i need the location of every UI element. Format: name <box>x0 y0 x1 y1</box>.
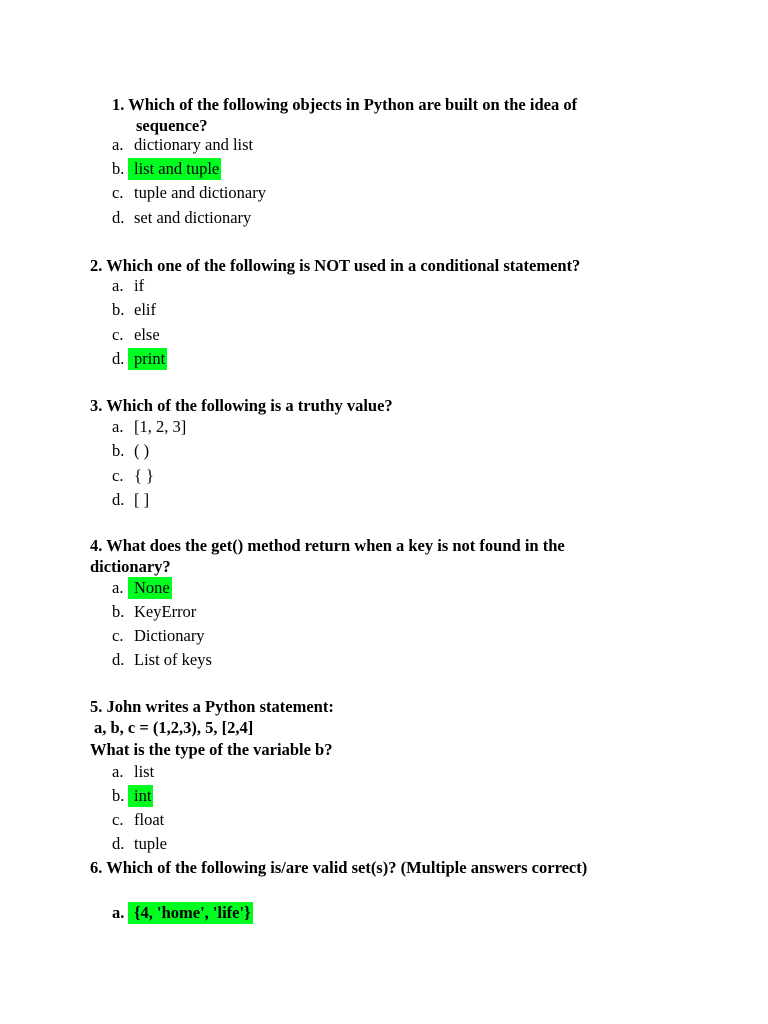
question-1-option-c <box>112 182 266 204</box>
question-4-option-a <box>112 577 172 599</box>
option-letter: a. <box>112 903 125 922</box>
option-letter: d. <box>112 349 125 368</box>
question-2-option-d <box>112 348 167 370</box>
option-text-highlighted: {4, 'home', 'life'} <box>128 902 253 924</box>
question-4-text: 4. What does the get() method return when a key is not found in the <box>90 536 565 555</box>
option-letter: d. <box>112 650 125 669</box>
option-letter: d. <box>112 490 125 509</box>
option-letter: a. <box>112 135 124 154</box>
option-text: ( ) <box>134 441 150 460</box>
option-text: tuple <box>134 834 167 853</box>
question-1-option-a <box>112 134 253 156</box>
option-letter: a. <box>112 276 124 295</box>
option-text-highlighted: list and tuple <box>128 158 221 180</box>
option-text: dictionary and list <box>134 135 254 154</box>
question-3-text: 3. Which of the following is a truthy value? <box>90 396 393 415</box>
question-4-text-continued: dictionary? <box>90 557 171 576</box>
question-4-option-d <box>112 649 212 671</box>
question-5-option-c <box>112 809 164 831</box>
option-text-highlighted: print <box>128 348 167 370</box>
option-text-highlighted: int <box>128 785 153 807</box>
question-1-text-continued: sequence? <box>136 116 208 135</box>
question-1-option-b <box>112 158 221 180</box>
option-text: set and dictionary <box>134 208 252 227</box>
question-6-option-a <box>112 902 253 924</box>
question-4-option-b <box>112 601 196 623</box>
question-3-option-a <box>112 416 186 438</box>
question-2-option-b <box>112 299 156 321</box>
question-1-option-d <box>112 207 251 229</box>
option-text: KeyError <box>134 602 197 621</box>
option-letter: c. <box>112 183 124 202</box>
option-letter: c. <box>112 466 124 485</box>
question-1-text: 1. Which of the following objects in Python are built on the idea of <box>112 95 578 114</box>
option-letter: a. <box>112 578 124 597</box>
question-3-option-d <box>112 489 149 511</box>
question-5-option-a <box>112 761 154 783</box>
option-letter: c. <box>112 325 124 344</box>
option-text-highlighted: None <box>128 577 172 599</box>
option-letter: c. <box>112 810 124 829</box>
question-5-text: 5. John writes a Python statement: <box>90 697 334 716</box>
option-letter: a. <box>112 417 124 436</box>
option-letter: c. <box>112 626 124 645</box>
option-letter: b. <box>112 786 125 805</box>
question-5-option-d <box>112 833 167 855</box>
option-text: Dictionary <box>134 626 205 645</box>
option-text: float <box>134 810 165 829</box>
question-2-option-a <box>112 275 144 297</box>
option-text: [1, 2, 3] <box>134 417 187 436</box>
option-text: elif <box>134 300 156 319</box>
option-letter: d. <box>112 834 125 853</box>
option-letter: a. <box>112 762 124 781</box>
option-text: { } <box>134 466 154 485</box>
question-5-code: a, b, c = (1,2,3), 5, [2,4] <box>94 718 254 737</box>
option-text: if <box>134 276 145 295</box>
option-letter: d. <box>112 208 125 227</box>
option-text: tuple and dictionary <box>134 183 266 202</box>
question-3-option-c <box>112 465 154 487</box>
question-3-option-b <box>112 440 149 462</box>
question-2-option-c <box>112 324 160 346</box>
question-5-option-b <box>112 785 153 807</box>
option-letter: b. <box>112 441 125 460</box>
option-letter: b. <box>112 159 125 178</box>
option-text: [ ] <box>134 490 150 509</box>
option-letter: b. <box>112 602 125 621</box>
question-5-text-continued: What is the type of the variable b? <box>90 740 333 759</box>
option-text: list <box>134 762 155 781</box>
question-2-text: 2. Which one of the following is NOT used in a conditional statement? <box>90 256 581 275</box>
question-6-text: 6. Which of the following is/are valid set(s)? (Multiple answers correct) <box>90 858 588 877</box>
option-text: List of keys <box>134 650 212 669</box>
option-letter: b. <box>112 300 125 319</box>
question-4-option-c <box>112 625 205 647</box>
option-text: else <box>134 325 160 344</box>
